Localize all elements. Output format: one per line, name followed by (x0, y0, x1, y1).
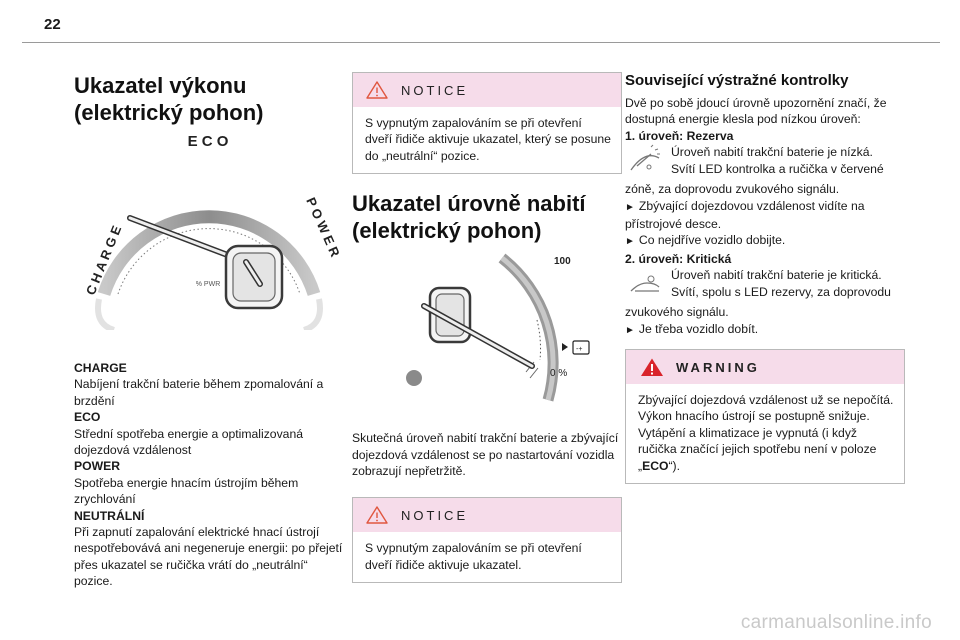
critical-warning-icon (625, 267, 671, 304)
power-mode-list (74, 360, 344, 590)
level2-line2: Svítí, spolu s LED rezervy, za doprovodu (671, 284, 891, 299)
notice-box-1 (352, 72, 622, 174)
warning-text-1: Zbývající dojezdová vzdálenost už se nepočítá. Výkon hnacího ústrojí se postupně snižuje. (638, 393, 894, 424)
term-power: POWER (74, 459, 121, 474)
level1-bullet1: Zbývající dojezdovou vzdálenost vidíte na přístrojové desce. (625, 198, 865, 232)
footer-watermark: carmanualsonline.info (740, 612, 932, 633)
bullet-arrow-icon: ► (625, 201, 635, 213)
section-title-charge: Ukazatel úrovně nabití (elektrický pohon) (352, 191, 586, 244)
charge-body-text: Skutečná úroveň nabití trakční baterie a zbývající dojezdová vzdálenost se po nastartování vozidla zobrazují nepřetržitě. (352, 431, 619, 479)
reserve-warning-icon (625, 144, 671, 181)
level1-bullet2: Co nejdříve vozidlo dobijte. (638, 233, 786, 248)
notice-title-1: NOTICE (401, 82, 469, 98)
page-number: 22 (44, 16, 61, 33)
power-gauge-illustration (74, 134, 344, 330)
gauge-label-pwr: % PWR (195, 281, 221, 288)
bullet-arrow-icon: ► (625, 324, 635, 336)
column-charge-indicator (352, 72, 622, 583)
warning-text-2: Vytápění a klimatizace je vypnutá (i když ručička značící jejich spotřebu není v poloze „ECO“). (638, 425, 877, 473)
column-warning-lamps (625, 72, 905, 484)
charge-gauge-label-0: 0 % (550, 368, 568, 380)
notice-text-2: S vypnutým zapalováním se při otevření dveří řidiče aktivuje ukazatel. (365, 541, 582, 572)
warning-title: WARNING (676, 359, 760, 375)
warning-header (626, 350, 904, 384)
level2-line1: Úroveň nabití trakční baterie je kritická. (671, 268, 882, 283)
notice-box-2 (352, 497, 622, 583)
desc-charge: Nabíjení trakční baterie během zpomalování a brzdění (74, 377, 324, 408)
charge-gauge-label-100: 100 (554, 256, 571, 268)
notice-icon (365, 80, 389, 100)
warning-box (625, 349, 905, 484)
gauge-label-power: P O W E R (303, 195, 343, 260)
lamps-intro: Dvě po sobě jdoucí úrovně upozornění značí, že dostupná energie klesla pod nízkou úroveň: (625, 96, 887, 127)
charge-gauge-illustration (352, 250, 622, 420)
notice-icon (365, 505, 389, 525)
notice-text-1: S vypnutým zapalováním se při otevření dveří řidiče aktivuje ukazatel, který se posune do „neutrální“ pozice. (365, 116, 611, 163)
warning-icon (640, 357, 664, 377)
desc-power: Spotřeba energie hnacím ústrojím během zrychlování (74, 475, 299, 507)
term-neutral: NEUTRÁLNÍ (74, 508, 145, 523)
svg-text:-+: -+ (576, 346, 583, 354)
level2-heading: 2. úroveň: Kritická (625, 251, 732, 266)
level1-line3: zóně, za doprovodu zvukového signálu. (625, 182, 840, 197)
level1-heading: 1. úroveň: Rezerva (625, 128, 734, 143)
gauge-label-charge: C H A R G E (82, 223, 125, 298)
gauge-label-eco: E C O (187, 134, 229, 150)
header-rule (22, 42, 940, 43)
bullet-arrow-icon: ► (625, 236, 635, 248)
desc-neutral: Při zapnutí zapalování elektrické hnací ústrojí nespotřebovává ani negeneruje energii: po přejetí přes ukazatel se ručička vrátí do „neutrální“ pozice. (74, 525, 343, 589)
section-title-power: Ukazatel výkonu (elektrický pohon) (74, 73, 264, 125)
desc-eco: Střední spotřeba energie a optimalizovaná dojezdová vzdálenost (74, 426, 303, 458)
term-eco: ECO (74, 410, 101, 425)
term-charge: CHARGE (74, 361, 127, 375)
section-title-lamps: Související výstražné kontrolky (625, 72, 849, 89)
column-power-indicator (74, 72, 344, 590)
level1-line2: Svítí LED kontrolka a ručička v červené (671, 161, 884, 176)
notice-header-1 (353, 73, 621, 107)
level2-bullet1: Je třeba vozidlo dobít. (638, 321, 759, 336)
notice-title-2: NOTICE (401, 507, 469, 523)
level2-line3: zvukového signálu. (625, 305, 729, 320)
notice-header-2 (353, 498, 621, 532)
level1-line1: Úroveň nabití trakční baterie je nízká. (671, 145, 873, 160)
